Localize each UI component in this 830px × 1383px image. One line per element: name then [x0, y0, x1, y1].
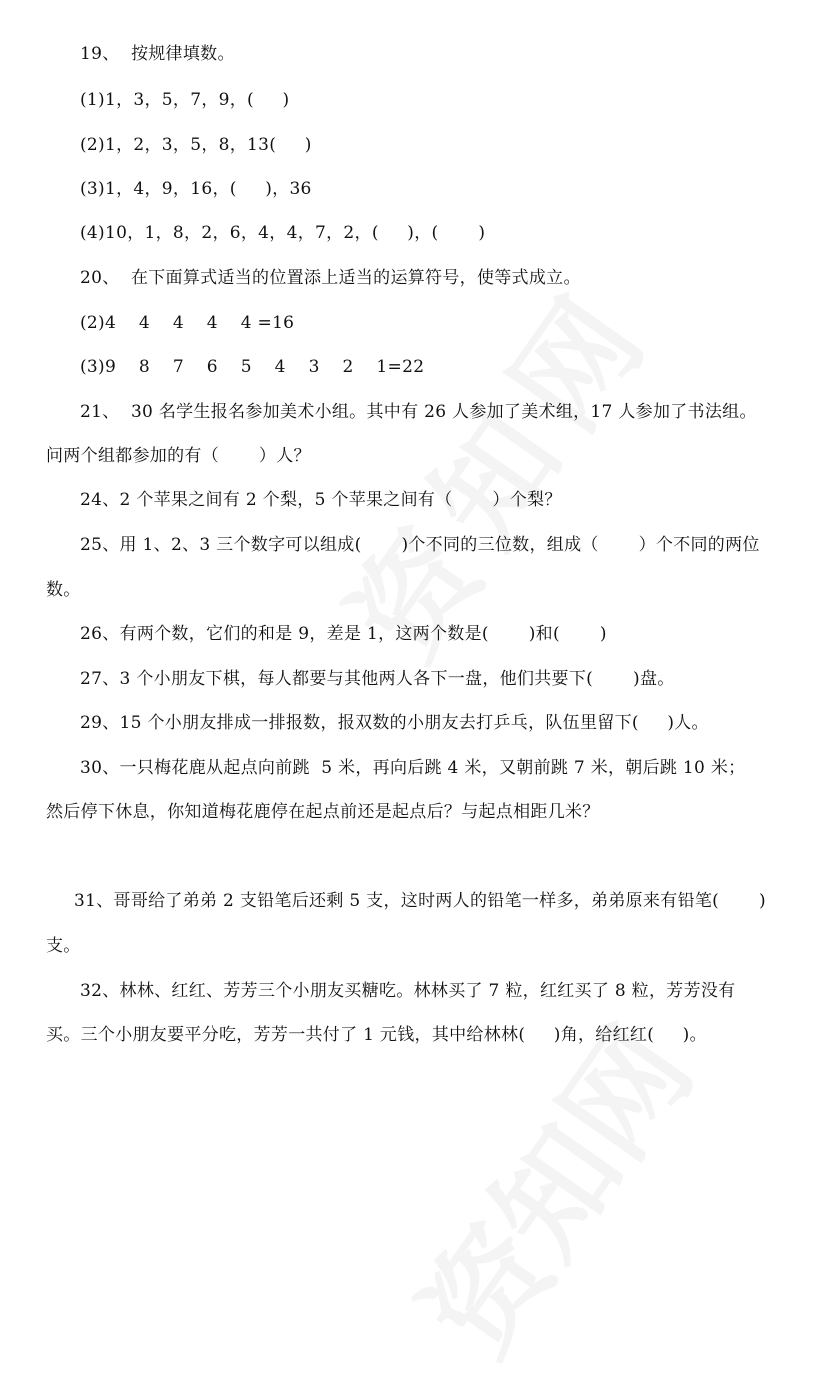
q27-line-1: 27、3 个小朋友下棋，每人都要与其他两人各下一盘，他们共要下( )盘。	[80, 669, 675, 689]
q20-item-2: (2)4 4 4 4 4 =16	[80, 313, 295, 333]
q31-line-2: 支。	[46, 936, 81, 956]
q31-line-1: 31、哥哥给了弟弟 2 支铅笔后还剩 5 支，这时两人的铅笔一样多，弟弟原来有铅笔( )	[74, 891, 766, 911]
q19-item-4: (4)10，1，8，2，6，4，4，7，2，( )，( )	[80, 223, 486, 243]
q21-line-1: 21、 30 名学生报名参加美术小组。其中有 26 人参加了美术组，17 人参加了书法组。	[80, 402, 757, 422]
q19-item-1: (1)1，3，5，7，9，( )	[80, 90, 290, 110]
q30-line-2: 然后停下休息，你知道梅花鹿停在起点前还是起点后？与起点相距几米？	[46, 802, 600, 822]
q32-line-2: 买。三个小朋友要平分吃，芳芳一共付了 1 元钱，其中给林林( )角，给红红( )。	[46, 1025, 707, 1045]
q19-title: 19、 按规律填数。	[80, 44, 235, 64]
q21-line-2: 问两个组都参加的有（ ）人？	[46, 446, 311, 466]
watermark-text-bottom	[376, 989, 723, 1383]
q25-line-1: 25、用 1、2、3 三个数字可以组成( )个不同的三位数，组成（ ）个不同的两位	[80, 535, 760, 555]
watermark-text	[304, 245, 686, 688]
q30-line-1: 30、一只梅花鹿从起点向前跳 5 米，再向后跳 4 米，又朝前跳 7 米，朝后跳 10 米；	[80, 758, 746, 778]
q25-line-2: 数。	[46, 580, 81, 600]
q20-title: 20、 在下面算式适当的位置添上适当的运算符号，使等式成立。	[80, 268, 581, 288]
q29-line-1: 29、15 个小朋友排成一排报数，报双数的小朋友去打乒乓，队伍里留下( )人。	[80, 713, 709, 733]
q26-line-1: 26、有两个数，它们的和是 9，差是 1，这两个数是( )和( )	[80, 624, 607, 644]
q19-item-3: (3)1，4，9，16，( )，36	[80, 179, 312, 199]
q24-line-1: 24、2 个苹果之间有 2 个梨，5 个苹果之间有（ ）个梨？	[80, 490, 562, 510]
q20-item-3: (3)9 8 7 6 5 4 3 2 1=22	[80, 357, 425, 377]
q32-line-1: 32、林林、红红、芳芳三个小朋友买糖吃。林林买了 7 粒，红红买了 8 粒，芳芳没有	[80, 981, 736, 1001]
q19-item-2: (2)1，2，3，5，8，13( )	[80, 135, 312, 155]
